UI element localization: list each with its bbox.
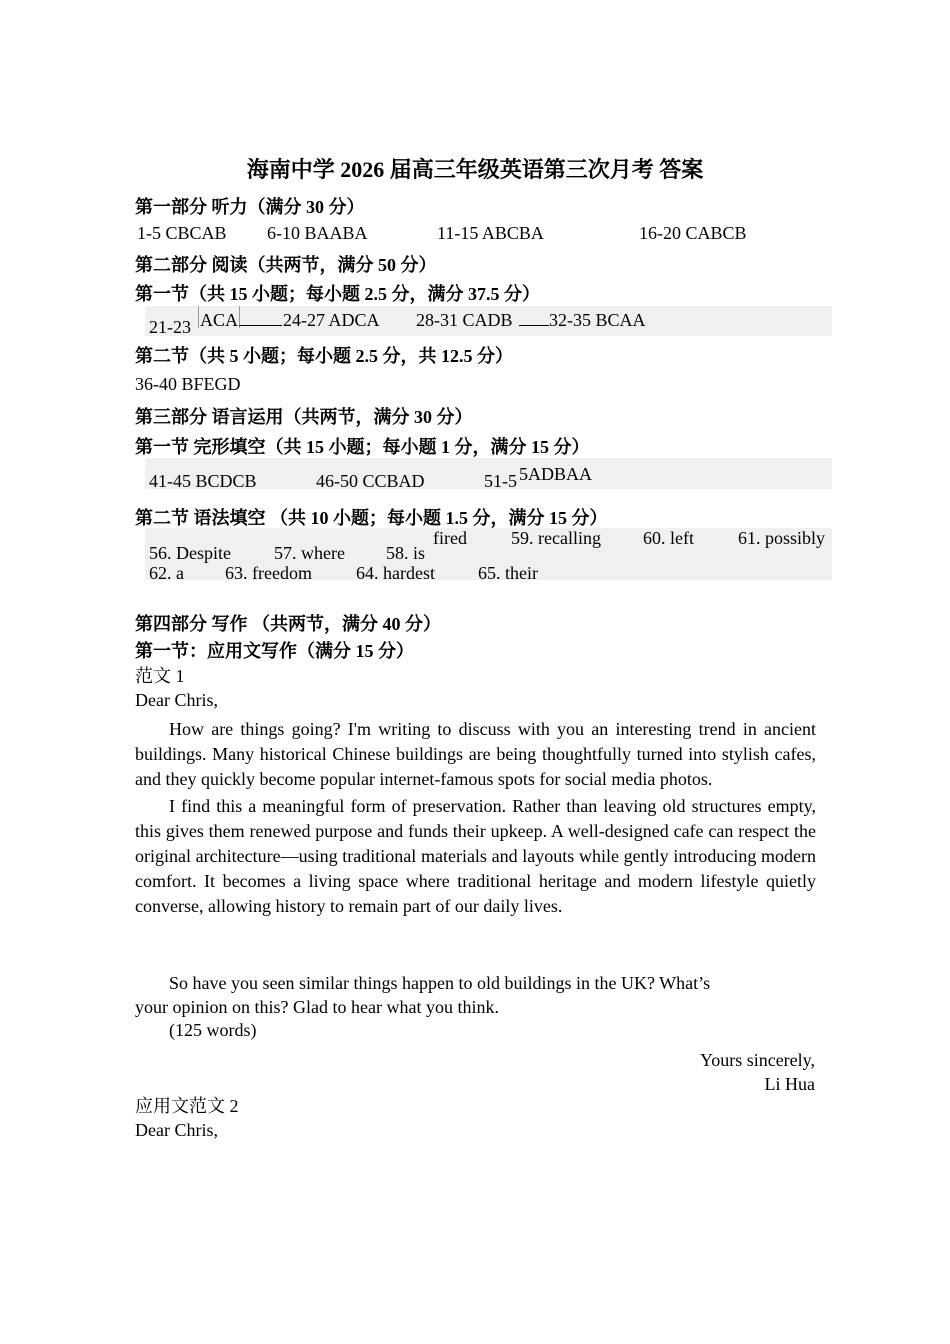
part2-section1-heading: 第一节（共 15 小题；每小题 2.5 分，满分 37.5 分）: [135, 284, 540, 304]
part2-heading: 第二部分 阅读（共两节，满分 50 分）: [135, 255, 437, 275]
answer-6-10: 6-10 BAABA: [267, 223, 368, 243]
answer-63: 63. freedom: [225, 563, 312, 583]
answer-58: 58. is: [386, 543, 426, 563]
answer-56: 56. Despite: [149, 543, 231, 563]
sample1-closing: Yours sincerely,: [700, 1050, 815, 1070]
sample1-signature: Li Hua: [764, 1074, 815, 1094]
part3-section1-heading: 第一节 完形填空（共 15 小题；每小题 1 分，满分 15 分）: [135, 437, 590, 457]
answer-41-45: 41-45 BCDCB: [149, 471, 257, 491]
answer-1-5: 1-5 CBCAB: [137, 223, 227, 243]
answer-32-35: 32-35 BCAA: [549, 310, 646, 330]
answer-59: 59. recalling: [511, 528, 601, 548]
answer-16-20: 16-20 CABCB: [639, 223, 747, 243]
sample1-paragraph-3: So have you seen similar things happen to old buildings in the UK? What’s: [169, 973, 711, 993]
part2-section2-heading: 第二节（共 5 小题；每小题 2.5 分，共 12.5 分）: [135, 346, 513, 366]
sample2-salutation: Dear Chris,: [135, 1120, 218, 1140]
answer-61: 61. possibly: [738, 528, 826, 548]
answer-51-55-suffix: 5ADBAA: [519, 464, 593, 484]
part4-heading: 第四部分 写作 （共两节，满分 40 分）: [135, 614, 441, 634]
answer-57: 57. where: [274, 543, 345, 563]
answer-60: 60. left: [643, 528, 694, 548]
table-cell-border: [198, 306, 199, 328]
answer-58-cont: fired: [433, 528, 467, 548]
answer-24-27: 24-27 ADCA: [283, 310, 380, 330]
underline-blank: [239, 310, 282, 326]
sample1-label: 范文 1: [135, 666, 185, 686]
part1-heading: 第一部分 听力（满分 30 分）: [135, 197, 365, 217]
answer-65: 65. their: [478, 563, 538, 583]
answer-21-23: ACA: [200, 310, 239, 330]
part3-section2-heading: 第二节 语法填空 （共 10 小题；每小题 1.5 分，满分 15 分）: [135, 508, 608, 528]
page-title: 海南中学 2026 届高三年级英语第三次月考 答案: [246, 157, 704, 182]
sample1-salutation: Dear Chris,: [135, 690, 218, 710]
answer-36-40: 36-40 BFEGD: [135, 374, 241, 394]
part4-section1-heading: 第一节：应用文写作（满分 15 分）: [135, 641, 414, 661]
sample2-label: 应用文范文 2: [135, 1096, 239, 1116]
part3-heading: 第三部分 语言运用（共两节，满分 30 分）: [135, 407, 473, 427]
sample1-body: [135, 717, 816, 919]
answer-28-31: 28-31 CADB: [416, 310, 513, 330]
underline-blank: [519, 310, 549, 326]
sample1-word-count: (125 words): [169, 1020, 257, 1040]
sample1-paragraph-3-cont: your opinion on this? Glad to hear what you think.: [135, 997, 499, 1017]
sample1-paragraph-2: I find this a meaningful form of preservation. Rather than leaving old structures empty, this gives them renewed purpose and funds their upkeep. A well-designed cafe can respect the original architecture—using traditional materials and layouts while gently introducing modern comfort. It becomes a living space where traditional heritage and modern lifestyle quietly converse, allowing history to remain part of our daily lives.: [135, 796, 816, 916]
answer-64: 64. hardest: [356, 563, 435, 583]
answer-62: 62. a: [149, 563, 184, 583]
answer-21-23-label: 21-23: [149, 317, 191, 337]
answer-46-50: 46-50 CCBAD: [316, 471, 425, 491]
answer-51-55-prefix: 51-5: [484, 471, 517, 491]
sample1-paragraph-1: How are things going? I'm writing to discuss with you an interesting trend in ancient buildings. Many historical Chinese buildings are being thoughtfully turned into stylish cafes, and they quickly become popular internet-famous spots for social media photos.: [135, 719, 816, 789]
answer-11-15: 11-15 ABCBA: [437, 223, 544, 243]
